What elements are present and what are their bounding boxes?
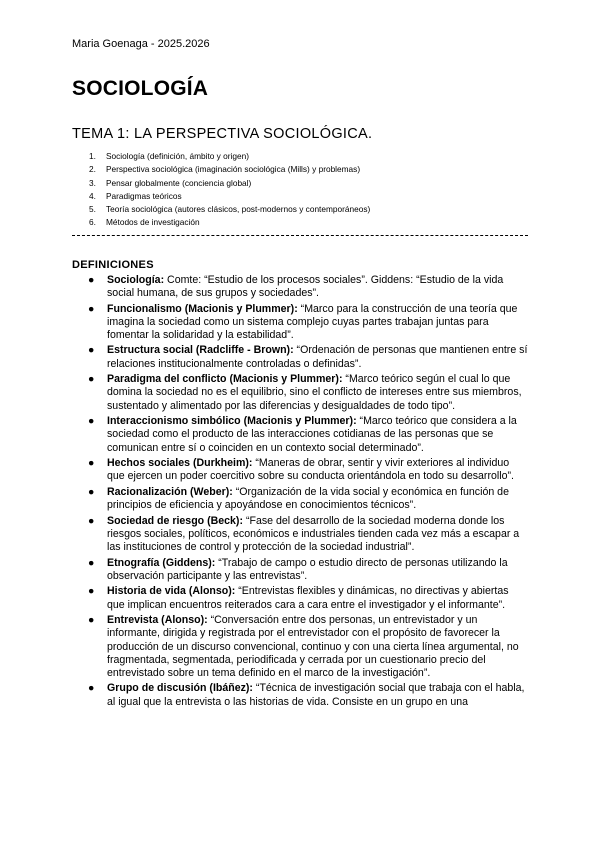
definition-item [72, 415, 528, 455]
dashed-divider [72, 235, 528, 236]
contents-item [89, 203, 528, 216]
definition-text: “Fase del desarrollo de la sociedad moderna donde los riesgos sociales, políticos, económicos e industriales tienden cada vez más a escapar a las instituciones de control y protección de la sociedad industrial”. [107, 514, 520, 554]
definition-term: Entrevista (Alonso): [107, 614, 208, 627]
definition-item [72, 373, 528, 413]
contents-text: Métodos de investigación [106, 217, 200, 228]
contents-number: 1. [89, 151, 96, 161]
definition-term: Sociología: [107, 273, 165, 286]
definition-term: Hechos sociales (Durkheim): [107, 457, 253, 470]
contents-number: 6. [89, 217, 96, 228]
bullet-icon: ● [88, 302, 95, 315]
bullet-icon: ● [88, 373, 95, 386]
definition-term: Historia de vida (Alonso): [107, 585, 236, 598]
bullet-icon: ● [88, 585, 95, 598]
definition-term: Estructura social (Radcliffe - Brown): [107, 344, 294, 357]
definition-text: Comte: “Estudio de los procesos sociales”. Giddens: “Estudio de la vida social humana, de sus grupos y sociedades”. [107, 273, 504, 299]
contents-text: Paradigmas teóricos [106, 190, 182, 201]
definition-item [72, 457, 528, 483]
bullet-icon: ● [88, 273, 95, 286]
definition-item [72, 274, 528, 300]
contents-item [89, 216, 528, 229]
author-header: Maria Goenaga - 2025.2026 [72, 38, 210, 50]
definition-text: “Conversación entre dos personas, un entrevistador y un informante, dirigida y registrada por el entrevistador con el propósito de favorecer la producción de un discurso convencional, continuo y con una cierta línea argumental, no fragmentada, segmentada, periodificada y cerrada por un cuestionario precio del entrevistado sobre un tema definido en el marco de la investigación”. [107, 614, 519, 679]
contents-item [89, 163, 528, 176]
contents-number: 4. [89, 190, 96, 201]
contents-number: 5. [89, 204, 96, 215]
bullet-icon: ● [88, 514, 95, 527]
definition-item [72, 614, 528, 680]
definition-item [72, 585, 528, 611]
contents-item [89, 190, 528, 203]
contents-text: Pensar globalmente (conciencia global) [106, 177, 252, 188]
document-page [72, 38, 528, 711]
bullet-icon: ● [88, 344, 95, 357]
bullet-icon: ● [88, 614, 95, 627]
bullet-icon: ● [88, 682, 95, 695]
definition-item [72, 344, 528, 370]
definition-text: “Marco teórico que considera a la sociedad como el producto de las interacciones cotidianas de las personas que se comunican entre sí o coinciden en un contexto social determinado”. [107, 415, 517, 454]
contents-text: Teoría sociológica (autores clásicos, post-modernos y contemporáneos) [106, 204, 371, 215]
definition-term: Sociedad de riesgo (Beck): [107, 514, 243, 527]
definition-term: Grupo de discusión (Ibáñez): [107, 682, 253, 695]
bullet-icon: ● [88, 457, 95, 470]
topic-heading: TEMA 1: LA PERSPECTIVA SOCIOLÓGICA. [72, 126, 373, 142]
definition-text: “Técnica de investigación social que trabaja con el habla, al igual que la entrevista o las historias de vida. Consiste en un grupo en una [107, 682, 525, 708]
definition-text: “Trabajo de campo o estudio directo de personas utilizando la observación participante y las entrevistas”. [107, 556, 508, 582]
definition-item [72, 682, 528, 708]
definition-term: Funcionalismo (Macionis y Plummer): [107, 302, 298, 315]
contents-list [72, 150, 528, 230]
definition-text: “Marco para la construcción de una teoría que imagina la sociedad como un sistema complejo cuyas partes trabajan juntas para fomentar la solidaridad y la estabilidad”. [107, 302, 518, 341]
definition-term: Interaccionismo simbólico (Macionis y Plummer): [107, 415, 357, 428]
definition-term: Racionalización (Weber): [107, 485, 233, 498]
definition-text: “Entrevistas flexibles y dinámicas, no directivas y abiertas que implican encuentros reiterados cara a cara entre el investigador y el informante”. [107, 585, 509, 611]
definitions-heading: DEFINICIONES [72, 258, 154, 271]
definition-item [72, 303, 528, 343]
bullet-icon: ● [88, 556, 95, 569]
bullet-icon: ● [88, 415, 95, 428]
definitions-list [72, 274, 528, 709]
document-title: SOCIOLOGÍA [72, 77, 209, 100]
definition-item [72, 486, 528, 512]
definition-term: Paradigma del conflicto (Macionis y Plummer): [107, 373, 343, 386]
definition-term: Etnografía (Giddens): [107, 556, 216, 569]
contents-item [89, 177, 528, 190]
contents-text: Perspectiva sociológica (imaginación sociológica (Mills) y problemas) [106, 164, 361, 175]
contents-text: Sociología (definición, ámbito y origen) [106, 151, 249, 161]
contents-number: 3. [89, 177, 96, 188]
definition-text: “Maneras de obrar, sentir y vivir exteriores al individuo que ejercen un poder coercitivo sobre su conducta orientándola en todo su desarrollo”. [107, 457, 514, 483]
definition-item [72, 557, 528, 583]
bullet-icon: ● [88, 485, 95, 498]
contents-number: 2. [89, 164, 96, 175]
contents-item [89, 150, 528, 163]
definition-text: “Marco teórico según el cual lo que domina la sociedad no es el equilibrio, sino el conflicto de intereses entre sus miembros, sustentado y alimentado por las diferencias y desigualdades de todo tipo”. [107, 373, 522, 412]
definition-text: “Organización de la vida social y económica en función de principios de eficiencia y apoyándose en conocimientos técnicos”. [107, 485, 509, 512]
definition-item [72, 515, 528, 555]
definition-text: “Ordenación de personas que mantienen entre sí relaciones institucionalmente controladas o definidas”. [107, 344, 528, 370]
